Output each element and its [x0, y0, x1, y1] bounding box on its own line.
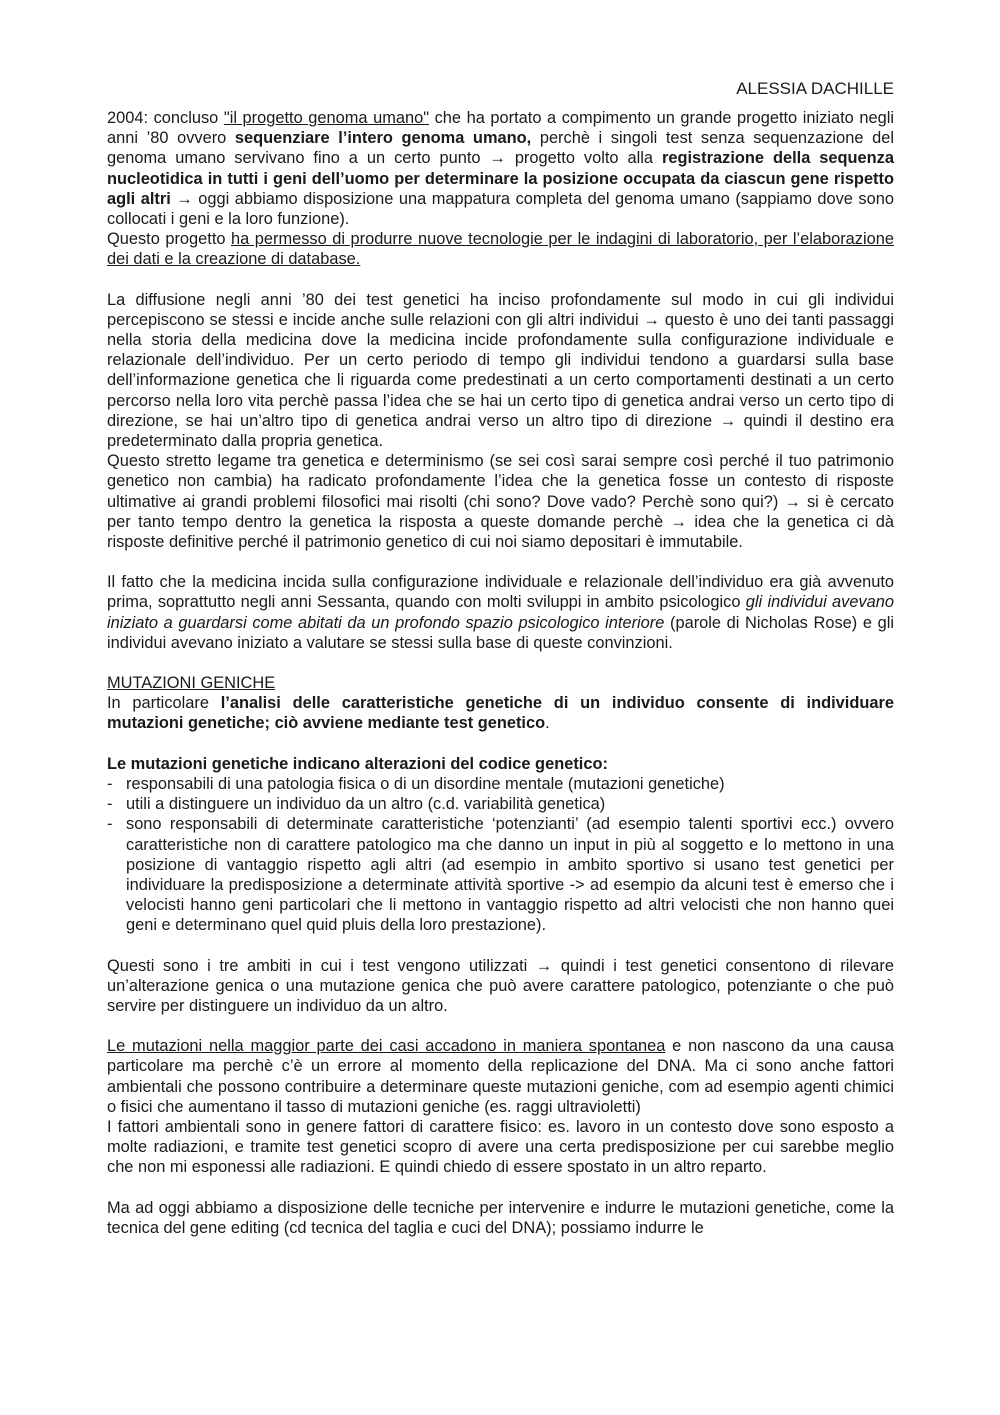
text-segment: Il fatto che la medicina incida sulla configurazione individuale e relazionale dell’individuo era già avvenuto prima, soprattutto negli anni Sessanta, quando con molti sviluppi in ambito psicologico [107, 573, 894, 612]
list-item: - responsabili di una patologia fisica o di un disordine mentale (mutazioni genetiche) [107, 774, 894, 794]
text-segment: e non nascono da una causa particolare ma perchè c’è un errore al momento della replicazione del DNA. Ma ci sono anche fattori ambientali che possono contribuire a determinare queste mutazioni geniche, com ad esempio agenti chimici o fisici che aumentano il tasso di mutazioni geniche (es. raggi ultravioletti) [107, 1037, 894, 1116]
underlined-text: "il progetto genoma umano" [223, 109, 430, 127]
paragraph-sixties [107, 572, 894, 653]
paragraph-determinism: Questo stretto legame tra genetica e determinismo (se sei così sarai sempre così perché il tuo patrimonio genetico non cambia) ha radicato profondamente l’idea che la genetica fosse un contesto di risposte ultimative ai grandi problemi filosofici mai risolti (chi sono? Dove vado? Perchè sono qui?) → si è cercato per tanto tempo dentro la genetica la risposta a queste domande perchè → idea che la genetica ci dà risposte definitive perché il patrimonio genetico di cui noi siamo depositari è immutabile. [107, 452, 894, 552]
document-page [107, 78, 894, 1238]
mutation-list [107, 774, 894, 936]
list-item: - sono responsabili di determinate caratteristiche ‘potenzianti’ (ad esempio talenti sportivi ecc.) ovvero caratteristiche non di carattere patologico ma che danno un input in più al soggetto e lo mettono in una posizione di vantaggio rispetto agli altri (ad esempio in ambito sportivo si usano test genetici per individuare la predisposizione a determinate attività sportive -> ad esempio da alcuni test è emerso che i velocisti hanno geni particolari che li mettono in vantaggio rispetto ad altri velocisti che non hanno quei geni e determinano quel quid pluis della loro prestazione). [107, 814, 894, 935]
text-segment: che ha portato a compimento un grande progetto iniziato negli anni ’80 ovvero [107, 109, 894, 148]
italic-quote: gli individui avevano iniziato a guardarsi come abitati da un profondo spazio psicologico interiore [107, 593, 894, 632]
text-segment: . [545, 714, 550, 733]
bold-text: l’analisi delle caratteristiche genetiche di un individuo consente di individuare mutazioni genetiche; ciò avviene mediante test genetico [107, 694, 894, 733]
paragraph-genome-project [107, 108, 894, 229]
section-title: MUTAZIONI GENICHE [107, 674, 276, 693]
text-segment: 2004: concluso [107, 109, 224, 127]
paragraph-three-areas: Questi sono i tre ambiti in cui i test vengono utilizzati → quindi i test genetici consentono di rilevare un’alterazione genica o una mutazione genica che può avere carattere patologico, potenziante o che può servire per distinguere un individuo da un altro. [107, 956, 894, 1015]
paragraph-spontaneous [107, 1036, 894, 1117]
author-header: ALESSIA DACHILLE [736, 79, 894, 98]
list-item: - utili a distinguere un individuo da un altro (c.d. variabilità genetica) [107, 794, 894, 814]
underlined-text: Le mutazioni nella maggior parte dei casi accadono in maniera spontanea [107, 1037, 666, 1056]
underlined-text: ha permesso di produrre nuove tecnologie per le indagini di laboratorio, per l’elaborazione dei dati e la creazione di database. [107, 230, 894, 269]
paragraph-environmental: I fattori ambientali sono in genere fattori di carattere fisico: es. lavoro in un contesto dove sono esposto a molte radiazioni, e tramite test genetici scopro di avere una certa predisposizione per cui sarebbe meglio che non mi esponessi alle radiazioni. E quindi chiedo di essere spostato in un altro reparto. [107, 1117, 894, 1177]
bold-text: sequenziare l’intero genoma umano, [234, 129, 532, 148]
paragraph-gene-editing: Ma ad oggi abbiamo a disposizione delle tecniche per intervenire e indurre le mutazioni genetiche, come la tecnica del gene editing (cd tecnica del taglia e cuci del DNA); possiamo indurre le [107, 1198, 894, 1237]
paragraph-genetic-tests-80s: La diffusione negli anni ’80 dei test genetici ha inciso profondamente sul modo in cui gli individui percepiscono se stessi e incide anche sulle relazioni con gli altri individui → questo è uno dei tanti passaggi nella storia della medicina dove la medicina incide profondamente sulla configurazione individuale e relazionale dell’individuo. Per un certo periodo di tempo gli individui tendono a guardarsi sulla base dell’informazione genetica che li riguarda come predestinati a un certo comportamenti destinati a un certo percorso nella loro vita perchè passa l’idea che se hai un certo tipo di genetica andrai verso un certo tipo di direzione, se hai un’altro tipo di genetica andrai verso un altro tipo di direzione → quindi il destino era predeterminato dalla propria genetica. [107, 290, 894, 451]
paragraph-analysis [107, 693, 894, 733]
bold-text: registrazione della sequenza nucleotidica in tutti i geni dell’uomo per determinare la posizione occupata da ciascun gene rispetto agli altri [107, 149, 894, 208]
text-segment: Questo progetto [107, 230, 232, 249]
paragraph-technologies [107, 229, 894, 269]
text-segment: perchè i singoli test senza sequenzazione del genoma umano servivano fino a un certo punto → progetto volto alla [107, 129, 894, 168]
text-segment: In particolare [107, 694, 221, 713]
text-segment: → oggi abbiamo disposizione una mappatura completa del genoma umano (sappiamo dove sono collocati i geni e la loro funzione). [107, 189, 894, 229]
text-segment: (parole di Nicholas Rose) e gli individui avevano iniziato a valutare se stessi sulla base di queste convinzioni. [107, 613, 894, 652]
list-heading: Le mutazioni genetiche indicano alterazioni del codice genetico: [107, 754, 608, 773]
